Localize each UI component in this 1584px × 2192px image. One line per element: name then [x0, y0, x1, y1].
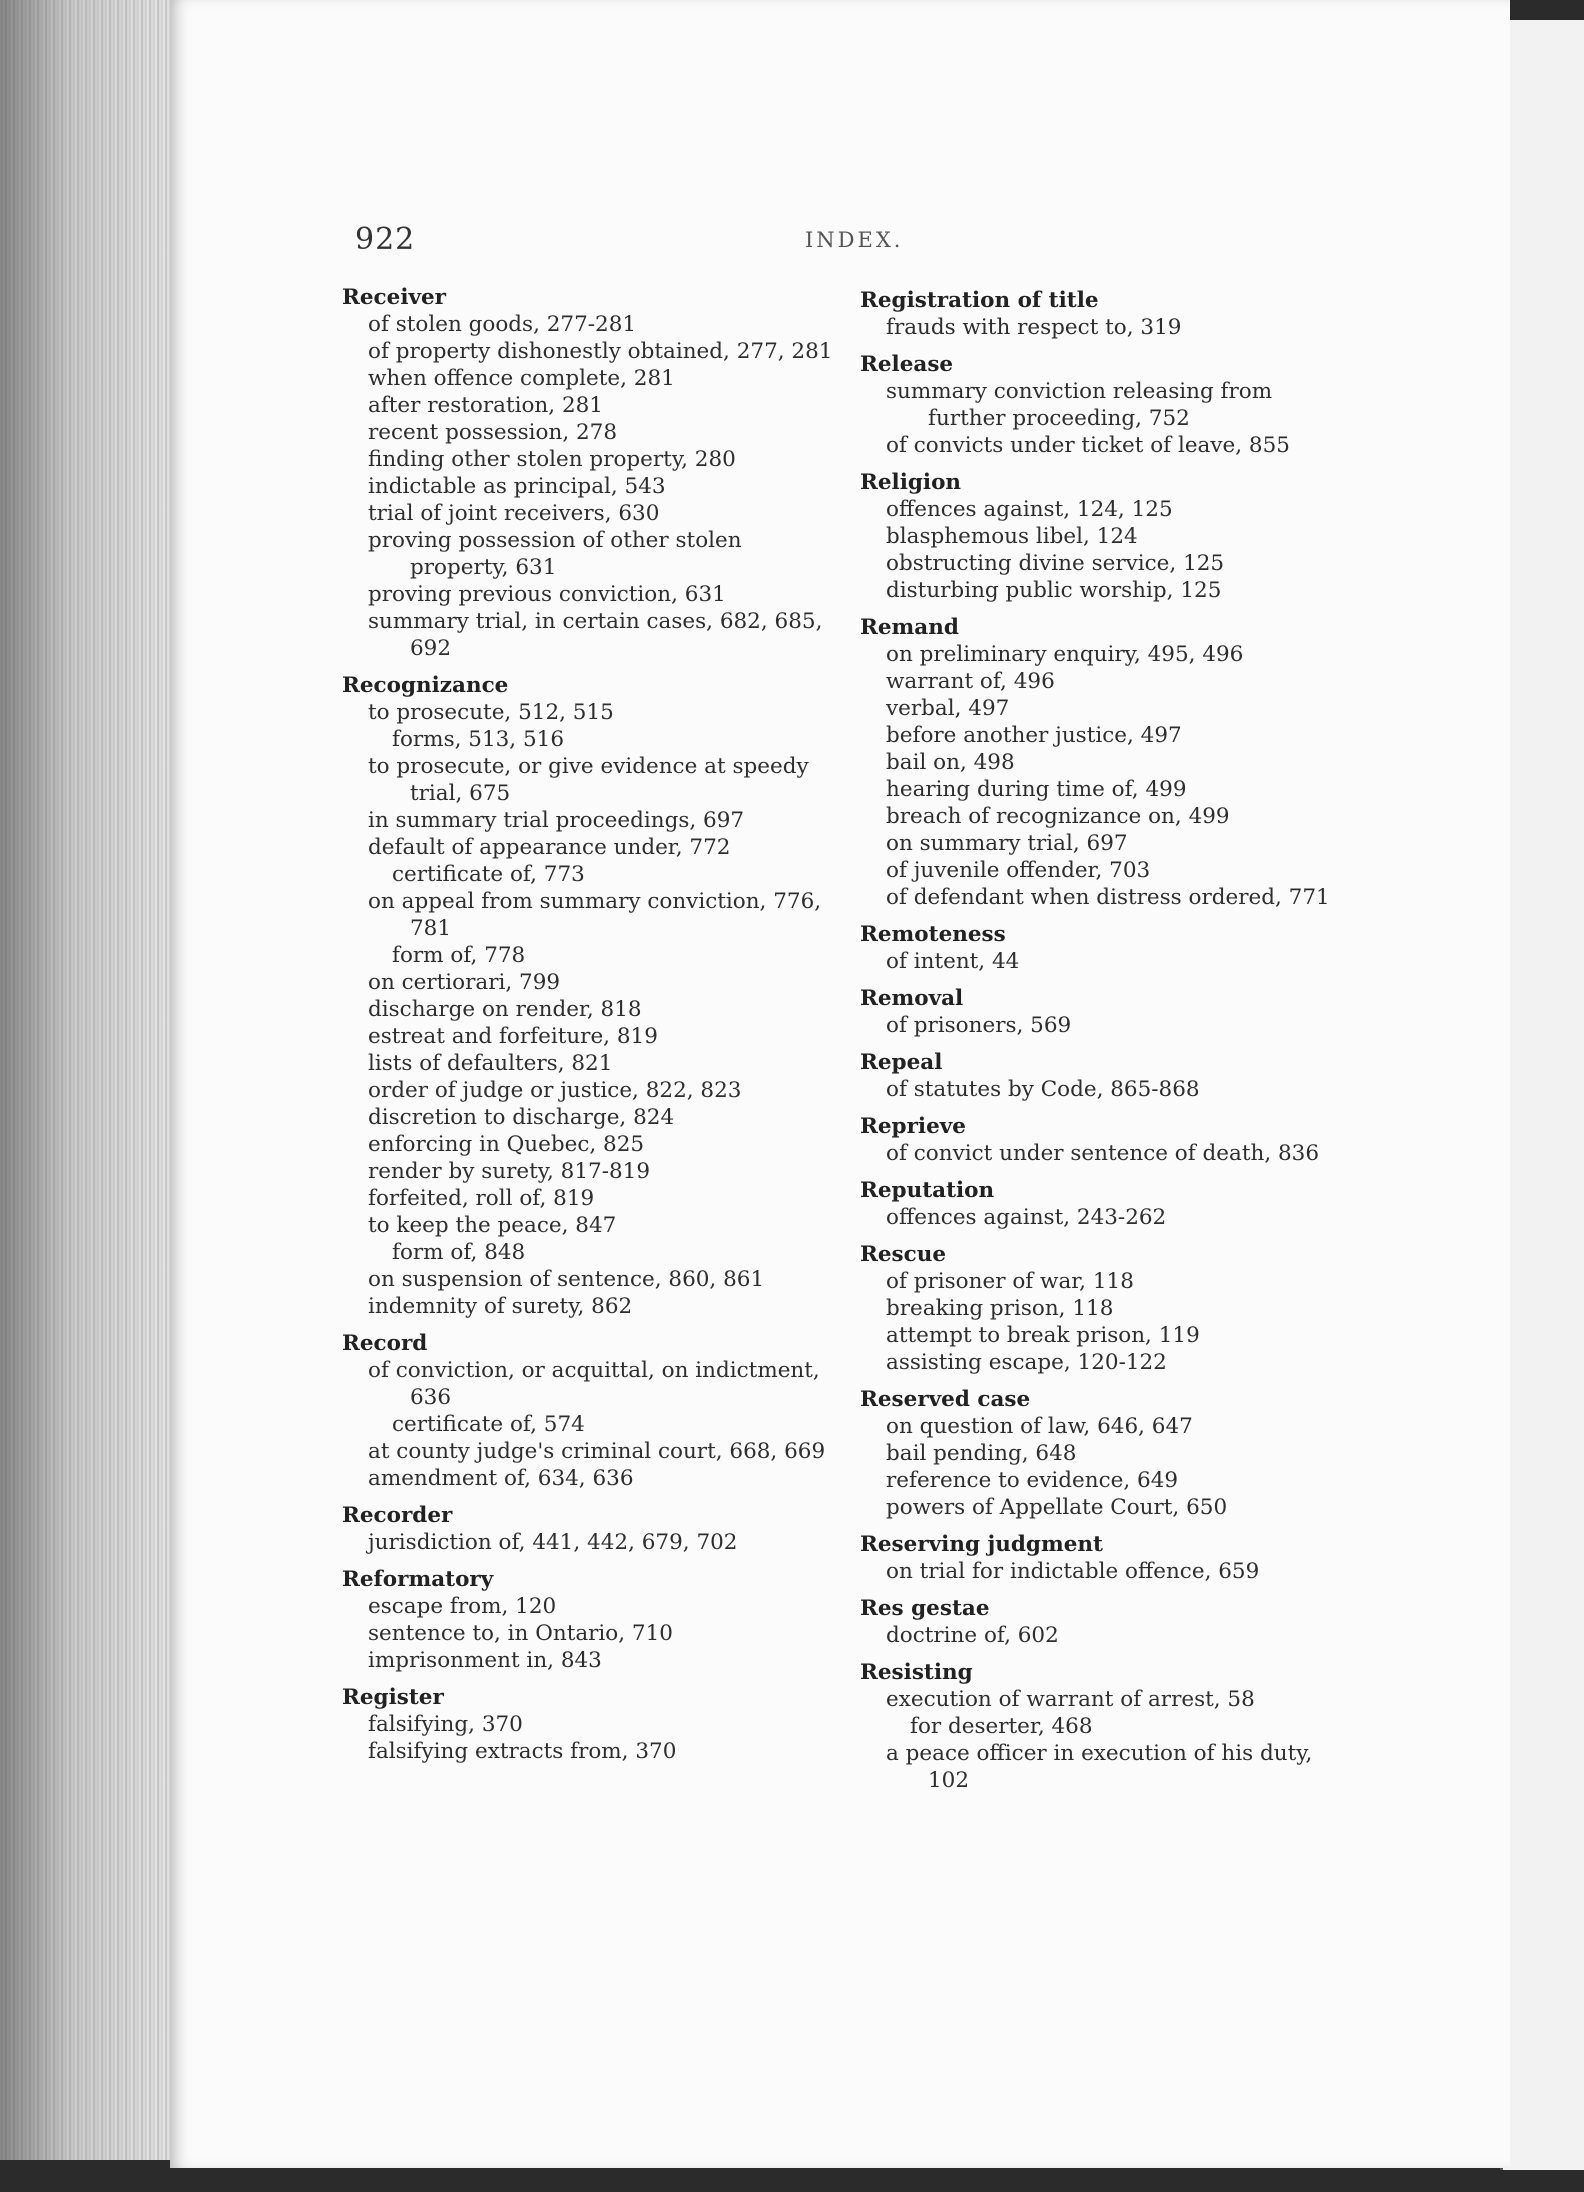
- index-heading: Remand: [860, 615, 959, 640]
- index-entry: [860, 921, 1350, 975]
- index-heading: Reserving judgment: [860, 1532, 1103, 1557]
- index-subentry: of statutes by Code, 865-868: [886, 1077, 1200, 1102]
- index-subentry: on preliminary enquiry, 495, 496: [886, 642, 1244, 667]
- index-subentry: after restoration, 281: [368, 393, 603, 418]
- index-heading: Release: [860, 352, 954, 377]
- index-subentry: of defendant when distress ordered, 771: [886, 885, 1330, 910]
- index-subentry: trial of joint receivers, 630: [368, 501, 660, 526]
- index-subentry: attempt to break prison, 119: [886, 1323, 1200, 1348]
- index-heading: Remoteness: [860, 922, 1006, 947]
- index-entry: [342, 1684, 842, 1765]
- index-entry: [342, 1330, 842, 1492]
- index-subentry: on summary trial, 697: [886, 831, 1128, 856]
- index-subentry: at county judge's criminal court, 668, 669: [368, 1439, 826, 1464]
- index-heading: Recognizance: [342, 673, 509, 698]
- index-subentry: estreat and forfeiture, 819: [368, 1024, 658, 1049]
- index-subentry: lists of defaulters, 821: [368, 1051, 613, 1076]
- index-entry: [860, 1049, 1350, 1103]
- index-entry: [342, 284, 842, 662]
- index-subentry: on appeal from summary conviction, 776, 781: [368, 889, 822, 941]
- index-subentry: hearing during time of, 499: [886, 777, 1187, 802]
- index-subentry: offences against, 243-262: [886, 1205, 1167, 1230]
- index-subentry: discharge on render, 818: [368, 997, 642, 1022]
- index-entry: [860, 1241, 1350, 1376]
- index-subentry: recent possession, 278: [368, 420, 618, 445]
- index-heading: Reformatory: [342, 1567, 494, 1592]
- index-heading: Religion: [860, 470, 962, 495]
- index-subentry: discretion to discharge, 824: [368, 1105, 675, 1130]
- index-subentry: in summary trial proceedings, 697: [368, 808, 745, 833]
- index-entry: [860, 469, 1350, 604]
- index-entry: [860, 1386, 1350, 1521]
- index-entry: [860, 614, 1350, 911]
- index-subentry: offences against, 124, 125: [886, 497, 1173, 522]
- index-heading: Recorder: [342, 1503, 453, 1528]
- index-subentry: forms, 513, 516: [392, 727, 565, 752]
- index-entry: [860, 351, 1350, 459]
- index-subentry: of intent, 44: [886, 949, 1020, 974]
- index-subentry: of convict under sentence of death, 836: [886, 1141, 1320, 1166]
- index-subentry: bail on, 498: [886, 750, 1015, 775]
- index-subentry: on question of law, 646, 647: [886, 1414, 1193, 1439]
- index-subentry: assisting escape, 120-122: [886, 1350, 1167, 1375]
- index-subentry: bail pending, 648: [886, 1441, 1077, 1466]
- index-column-right: [860, 287, 1350, 1804]
- index-subentry: reference to evidence, 649: [886, 1468, 1179, 1493]
- index-heading: Rescue: [860, 1242, 947, 1267]
- index-subentry: to prosecute, 512, 515: [368, 700, 614, 725]
- page-number: 922: [355, 222, 416, 257]
- facing-page-edge: [1500, 20, 1584, 2170]
- index-subentry: for deserter, 468: [910, 1714, 1093, 1739]
- index-entry: [860, 985, 1350, 1039]
- index-subentry: to prosecute, or give evidence at speedy trial, 675: [368, 754, 809, 806]
- index-subentry: verbal, 497: [886, 696, 1010, 721]
- index-subentry: order of judge or justice, 822, 823: [368, 1078, 742, 1103]
- running-head: INDEX.: [805, 228, 904, 252]
- index-subentry: warrant of, 496: [886, 669, 1055, 694]
- index-subentry: doctrine of, 602: [886, 1623, 1059, 1648]
- index-heading: Repeal: [860, 1050, 943, 1075]
- index-subentry: forfeited, roll of, 819: [368, 1186, 595, 1211]
- index-subentry: of property dishonestly obtained, 277, 281: [368, 339, 833, 364]
- index-subentry: breach of recognizance on, 499: [886, 804, 1230, 829]
- index-entry: [860, 1595, 1350, 1649]
- index-subentry: proving possession of other stolen property, 631: [368, 528, 742, 580]
- index-heading: Receiver: [342, 285, 446, 310]
- index-subentry: blasphemous libel, 124: [886, 524, 1138, 549]
- index-subentry: escape from, 120: [368, 1594, 557, 1619]
- index-subentry: certificate of, 773: [392, 862, 585, 887]
- index-heading: Reputation: [860, 1178, 995, 1203]
- index-subentry: form of, 848: [392, 1240, 526, 1265]
- index-subentry: summary conviction releasing from further proceeding, 752: [886, 379, 1273, 431]
- index-column-left: [342, 284, 842, 1775]
- index-subentry: enforcing in Quebec, 825: [368, 1132, 645, 1157]
- index-subentry: certificate of, 574: [392, 1412, 585, 1437]
- index-subentry: of stolen goods, 277-281: [368, 312, 637, 337]
- index-heading: Res gestae: [860, 1596, 990, 1621]
- index-subentry: falsifying extracts from, 370: [368, 1739, 677, 1764]
- index-subentry: breaking prison, 118: [886, 1296, 1114, 1321]
- index-subentry: finding other stolen property, 280: [368, 447, 736, 472]
- index-subentry: indemnity of surety, 862: [368, 1294, 633, 1319]
- index-subentry: of juvenile offender, 703: [886, 858, 1151, 883]
- index-entry: [860, 1177, 1350, 1231]
- index-subentry: before another justice, 497: [886, 723, 1182, 748]
- index-subentry: amendment of, 634, 636: [368, 1466, 634, 1491]
- index-subentry: summary trial, in certain cases, 682, 685, 692: [368, 609, 823, 661]
- index-subentry: of conviction, or acquittal, on indictment, 636: [368, 1358, 820, 1410]
- index-subentry: disturbing public worship, 125: [886, 578, 1222, 603]
- index-subentry: to keep the peace, 847: [368, 1213, 617, 1238]
- book-page-edges: [0, 0, 180, 2160]
- index-subentry: render by surety, 817-819: [368, 1159, 651, 1184]
- index-heading: Reserved case: [860, 1387, 1031, 1412]
- index-entry: [342, 1502, 842, 1556]
- index-subentry: of prisoners, 569: [886, 1013, 1072, 1038]
- index-subentry: a peace officer in execution of his duty, 102: [886, 1741, 1313, 1793]
- index-subentry: proving previous conviction, 631: [368, 582, 726, 607]
- index-subentry: sentence to, in Ontario, 710: [368, 1621, 673, 1646]
- index-subentry: indictable as principal, 543: [368, 474, 666, 499]
- index-heading: Record: [342, 1331, 428, 1356]
- index-subentry: of convicts under ticket of leave, 855: [886, 433, 1290, 458]
- index-subentry: powers of Appellate Court, 650: [886, 1495, 1228, 1520]
- index-subentry: of prisoner of war, 118: [886, 1269, 1134, 1294]
- index-subentry: on certiorari, 799: [368, 970, 561, 995]
- index-subentry: frauds with respect to, 319: [886, 315, 1182, 340]
- index-subentry: on trial for indictable offence, 659: [886, 1559, 1260, 1584]
- index-heading: Removal: [860, 986, 964, 1011]
- index-entry: [860, 287, 1350, 341]
- index-heading: Resisting: [860, 1660, 973, 1685]
- index-entry: [860, 1113, 1350, 1167]
- index-heading: Reprieve: [860, 1114, 966, 1139]
- index-subentry: falsifying, 370: [368, 1712, 523, 1737]
- index-subentry: form of, 778: [392, 943, 526, 968]
- index-entry: [860, 1659, 1350, 1794]
- index-entry: [342, 1566, 842, 1674]
- index-subentry: jurisdiction of, 441, 442, 679, 702: [368, 1530, 738, 1555]
- index-subentry: on suspension of sentence, 860, 861: [368, 1267, 765, 1292]
- index-subentry: default of appearance under, 772: [368, 835, 731, 860]
- index-subentry: when offence complete, 281: [368, 366, 675, 391]
- index-subentry: execution of warrant of arrest, 58: [886, 1687, 1255, 1712]
- index-subentry: imprisonment in, 843: [368, 1648, 602, 1673]
- index-subentry: obstructing divine service, 125: [886, 551, 1225, 576]
- index-entry: [342, 672, 842, 1320]
- index-heading: Registration of title: [860, 288, 1099, 313]
- index-entry: [860, 1531, 1350, 1585]
- index-heading: Register: [342, 1685, 444, 1710]
